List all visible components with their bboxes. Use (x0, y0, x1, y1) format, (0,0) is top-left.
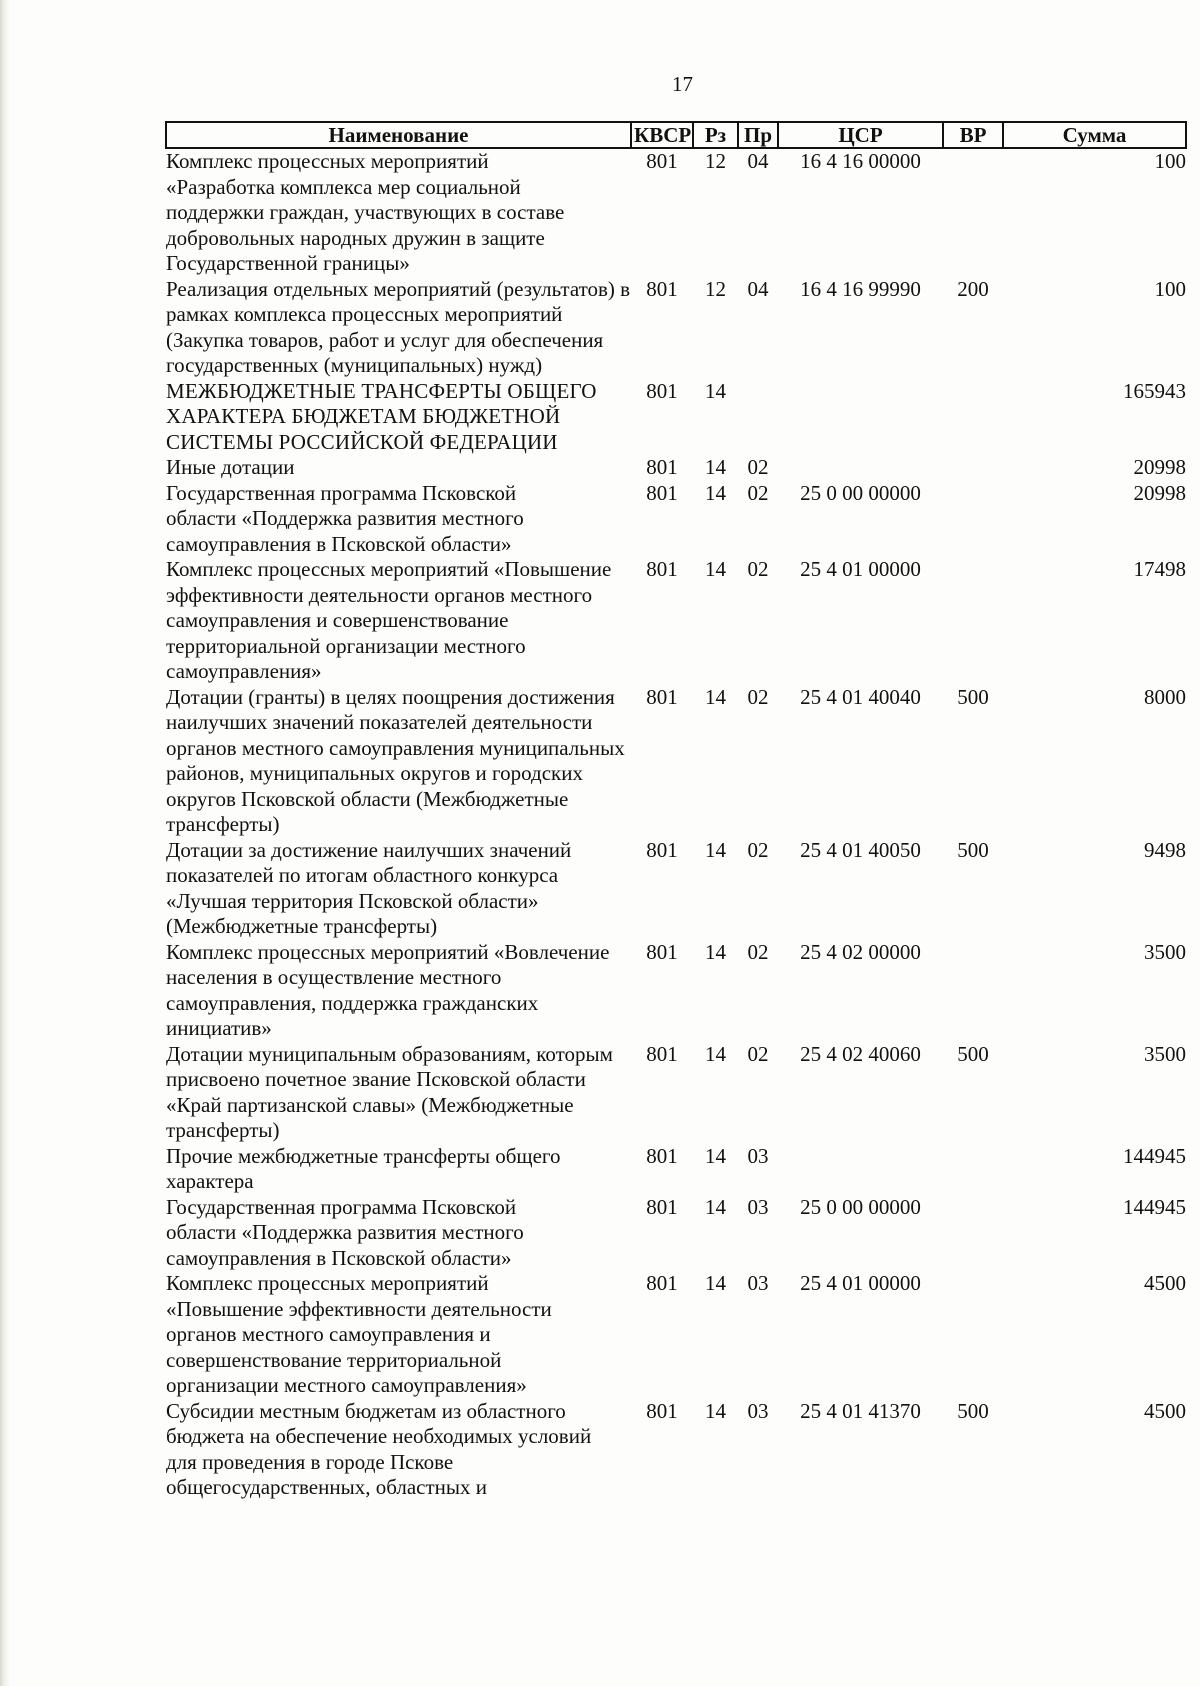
row-sum: 100 (1154, 276, 1186, 301)
row-sum: 144945 (1123, 1143, 1186, 1168)
budget-table (165, 121, 1187, 1501)
row-name: Государственная программа Псковской области «Поддержка развития местного самоуправления в Псковской области» (166, 1194, 524, 1270)
row-pr: 02 (747, 837, 769, 862)
table-row (166, 1399, 1186, 1501)
row-vr (943, 940, 1003, 1042)
header-name: Наименование (166, 122, 631, 148)
row-csr: 25 0 00 00000 (800, 1194, 921, 1219)
row-name: Дотации (гранты) в целях поощрения достижения наилучших значений показателей деятельности органов местного самоуправления муниципальных районов, муниципальных округов и городских округов Псковской области (Межбюджетные трансферты) (166, 684, 625, 836)
row-name: Комплекс процессных мероприятий «Повышение эффективности деятельности органов местного самоуправления и совершенствование территориальной организации местного самоуправления» (166, 557, 612, 683)
header-sum: Сумма (1003, 122, 1186, 148)
row-sum: 4500 (1144, 1271, 1186, 1295)
row-name: Дотации муниципальным образованиям, которым присвоено почетное звание Псковской области «Край партизанской славы» (Межбюджетные трансферты) (166, 1041, 613, 1142)
row-pr: 02 (747, 684, 769, 709)
row-rz: 14 (705, 378, 726, 403)
row-csr: 25 4 01 00000 (800, 557, 921, 581)
table-row (166, 557, 1186, 685)
row-csr: 25 4 02 40060 (800, 1041, 921, 1066)
row-csr: 16 4 16 00000 (800, 149, 921, 173)
row-kvsr: 801 (646, 455, 678, 479)
row-name: Комплекс процессных мероприятий «Разработка комплекса мер социальной поддержки граждан, участвующих в составе добровольных народных дружин в защите Государственной границы» (166, 149, 565, 275)
row-csr: 25 4 01 41370 (800, 1398, 921, 1423)
row-pr: 02 (747, 939, 769, 964)
row-kvsr: 801 (646, 684, 678, 709)
row-sum: 9498 (1144, 837, 1186, 862)
row-rz: 14 (705, 939, 726, 964)
row-name: Прочие межбюджетные трансферты общего характера (166, 1143, 561, 1193)
row-sum: 165943 (1123, 378, 1186, 403)
row-rz: 12 (705, 149, 726, 173)
row-vr: 500 (957, 1041, 989, 1066)
row-csr (778, 379, 943, 456)
row-pr: 02 (747, 557, 769, 581)
table-row (166, 1144, 1186, 1195)
row-csr (778, 1144, 943, 1195)
row-vr: 500 (957, 837, 989, 862)
row-sum: 100 (1154, 149, 1186, 173)
row-name: Реализация отдельных мероприятий (результатов) в рамках комплекса процессных мероприятий (Закупка товаров, работ и услуг для обеспечения государственных (муниципальных) нужд) (166, 276, 631, 377)
table-row (166, 1042, 1186, 1144)
row-name: Иные дотации (166, 455, 295, 479)
row-name: МЕЖБЮДЖЕТНЫЕ ТРАНСФЕРТЫ ОБЩЕГО ХАРАКТЕРА БЮДЖЕТАМ БЮДЖЕТНОЙ СИСТЕМЫ РОССИЙСКОЙ ФЕДЕРАЦИИ (166, 378, 597, 454)
row-vr (943, 1144, 1003, 1195)
row-kvsr: 801 (646, 1194, 678, 1219)
table-row (166, 685, 1186, 838)
row-name: Государственная программа Псковской области «Поддержка развития местного самоуправления в Псковской области» (166, 480, 524, 556)
row-kvsr: 801 (646, 1398, 678, 1423)
row-sum: 8000 (1144, 684, 1186, 709)
row-kvsr: 801 (646, 480, 678, 505)
row-rz: 14 (705, 1143, 726, 1168)
row-pr: 03 (747, 1143, 769, 1168)
row-rz: 14 (705, 1194, 726, 1219)
row-vr (943, 455, 1003, 481)
row-pr: 03 (747, 1398, 769, 1423)
row-kvsr: 801 (646, 1143, 678, 1168)
row-name: Комплекс процессных мероприятий «Повышение эффективности деятельности органов местного самоуправления и совершенствование территориальной организации местного самоуправления» (166, 1271, 552, 1397)
row-name: Комплекс процессных мероприятий «Вовлечение населения в осуществление местного самоуправления, поддержка гражданских инициатив» (166, 939, 610, 1040)
header-pr: Пр (738, 122, 778, 148)
table-row (166, 277, 1186, 379)
row-vr (943, 481, 1003, 558)
row-rz: 14 (705, 684, 726, 709)
row-name: Дотации за достижение наилучших значений показателей по итогам областного конкурса «Лучшая территория Псковской области» (Межбюджетные трансферты) (166, 837, 572, 938)
row-pr: 03 (747, 1271, 769, 1295)
table-row (166, 148, 1186, 277)
row-rz: 14 (705, 1271, 726, 1295)
header-kvsr: КВСР (631, 122, 693, 148)
row-pr: 02 (747, 480, 769, 505)
row-sum: 4500 (1144, 1398, 1186, 1423)
table-row (166, 940, 1186, 1042)
header-vr: ВР (943, 122, 1003, 148)
page-number: 17 (672, 72, 693, 96)
row-csr: 25 4 01 40040 (800, 684, 921, 709)
row-kvsr: 801 (646, 276, 678, 301)
scan-edge (0, 0, 10, 1686)
row-kvsr: 801 (646, 1271, 678, 1295)
row-rz: 12 (705, 276, 726, 301)
row-sum: 144945 (1123, 1194, 1186, 1219)
row-vr (943, 379, 1003, 456)
row-pr: 02 (747, 455, 769, 479)
table-row (166, 1195, 1186, 1272)
row-sum: 20998 (1133, 455, 1186, 479)
row-sum: 3500 (1144, 1041, 1186, 1066)
row-vr (943, 1195, 1003, 1272)
row-sum: 3500 (1144, 939, 1186, 964)
row-rz: 14 (705, 837, 726, 862)
row-rz: 14 (705, 557, 726, 581)
table-header-row (166, 122, 1186, 148)
row-csr: 25 0 00 00000 (800, 480, 921, 505)
row-kvsr: 801 (646, 149, 678, 173)
row-csr: 16 4 16 99990 (800, 276, 921, 301)
row-csr: 25 4 01 00000 (800, 1271, 921, 1295)
row-sum: 17498 (1133, 557, 1186, 581)
row-vr: 500 (957, 684, 989, 709)
row-csr: 25 4 01 40050 (800, 837, 921, 862)
header-csr: ЦСР (778, 122, 943, 148)
table-row (166, 455, 1186, 481)
row-kvsr: 801 (646, 557, 678, 581)
row-rz: 14 (705, 1398, 726, 1423)
row-vr: 200 (957, 276, 989, 301)
row-kvsr: 801 (646, 378, 678, 403)
row-rz: 14 (705, 1041, 726, 1066)
row-pr: 02 (747, 1041, 769, 1066)
row-pr: 03 (747, 1194, 769, 1219)
row-vr (943, 148, 1003, 277)
table-row (166, 838, 1186, 940)
row-rz: 14 (705, 480, 726, 505)
table-row (166, 1271, 1186, 1399)
table-row (166, 481, 1186, 558)
row-rz: 14 (705, 455, 726, 479)
row-pr: 04 (747, 276, 769, 301)
row-kvsr: 801 (646, 939, 678, 964)
row-name: Субсидии местным бюджетам из областного бюджета на обеспечение необходимых условий для проведения в городе Пскове общегосударственных, областных и (166, 1398, 592, 1499)
table-row (166, 379, 1186, 456)
row-sum: 20998 (1133, 480, 1186, 505)
row-kvsr: 801 (646, 1041, 678, 1066)
row-pr (738, 379, 778, 456)
row-vr: 500 (957, 1398, 989, 1423)
row-csr (778, 455, 943, 481)
header-rz: Рз (693, 122, 738, 148)
row-vr (943, 1271, 1003, 1399)
row-vr (943, 557, 1003, 685)
row-kvsr: 801 (646, 837, 678, 862)
row-pr: 04 (747, 149, 769, 173)
row-csr: 25 4 02 00000 (800, 939, 921, 964)
